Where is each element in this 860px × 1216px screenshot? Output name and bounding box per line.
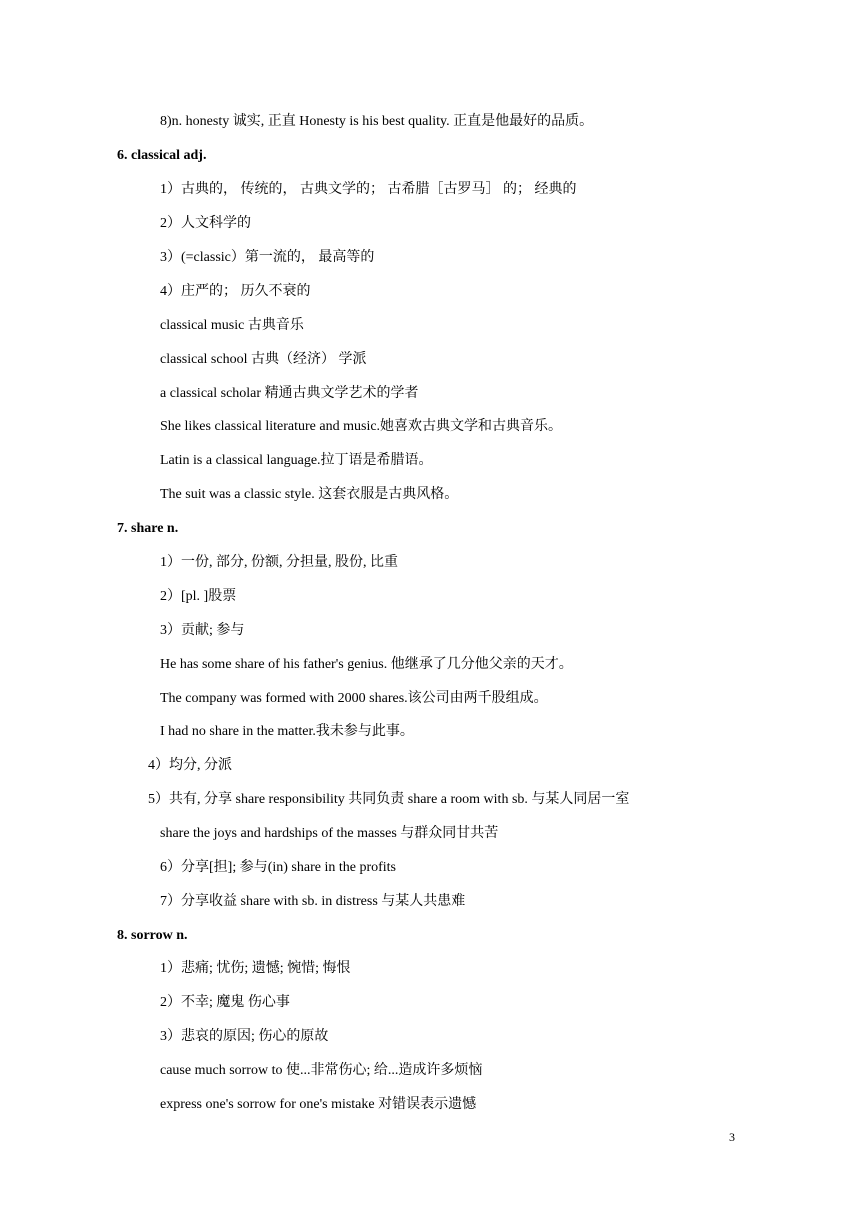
text-line: 2）[pl. ]股票 [160, 589, 237, 604]
text-line: He has some share of his father's genius. 他继承了几分他父亲的天才。 [160, 657, 573, 672]
text-line: 4）均分, 分派 [148, 758, 232, 773]
text-line: I had no share in the matter.我未参与此事。 [160, 724, 414, 739]
text-line: 5）共有, 分享 share responsibility 共同负责 share a room with sb. 与某人同居一室 [148, 792, 630, 807]
text-line: Latin is a classical language.拉丁语是希腊语。 [160, 453, 433, 468]
text-line: share the joys and hardships of the masses 与群众同甘共苦 [160, 826, 499, 841]
text-line: She likes classical literature and music.她喜欢古典文学和古典音乐。 [160, 419, 563, 434]
text-line: 7）分享收益 share with sb. in distress 与某人共患难 [160, 894, 466, 909]
text-line: classical music 古典音乐 [160, 318, 304, 333]
text-line: 2）人文科学的 [160, 216, 251, 231]
text-line: 3）悲哀的原因; 伤心的原故 [160, 1029, 329, 1044]
text-line: 1）一份, 部分, 份额, 分担量, 股份, 比重 [160, 555, 398, 570]
text-line: 1）古典的， 传统的， 古典文学的； 古希腊［古罗马］ 的； 经典的 [160, 182, 577, 197]
text-line: 3）(=classic）第一流的， 最高等的 [160, 250, 375, 265]
text-line: 6）分享[担]; 参与(in) share in the profits [160, 860, 397, 875]
text-line: 2）不幸; 魔鬼 伤心事 [160, 995, 290, 1010]
section-heading-classical: 6. classical adj. [117, 148, 207, 163]
page-number: 3 [729, 1130, 735, 1144]
text-line: The company was formed with 2000 shares.该公司由两千股组成。 [160, 691, 548, 706]
section-heading-sorrow: 8. sorrow n. [117, 928, 188, 943]
text-line: 3）贡献; 参与 [160, 623, 245, 638]
text-line: 1）悲痛; 忧伤; 遗憾; 惋惜; 悔恨 [160, 961, 351, 976]
section-heading-share: 7. share n. [117, 521, 179, 536]
text-line: express one's sorrow for one's mistake 对错误表示遗憾 [160, 1097, 477, 1112]
text-line: a classical scholar 精通古典文学艺术的学者 [160, 386, 419, 401]
text-line: 4）庄严的； 历久不衰的 [160, 284, 311, 299]
text-line: cause much sorrow to 使...非常伤心; 给...造成许多烦恼 [160, 1063, 483, 1078]
text-line: 8)n. honesty 诚实, 正直 Honesty is his best quality. 正直是他最好的品质。 [160, 114, 594, 129]
text-line: classical school 古典（经济） 学派 [160, 352, 367, 367]
text-line: The suit was a classic style. 这套衣服是古典风格。 [160, 487, 459, 502]
